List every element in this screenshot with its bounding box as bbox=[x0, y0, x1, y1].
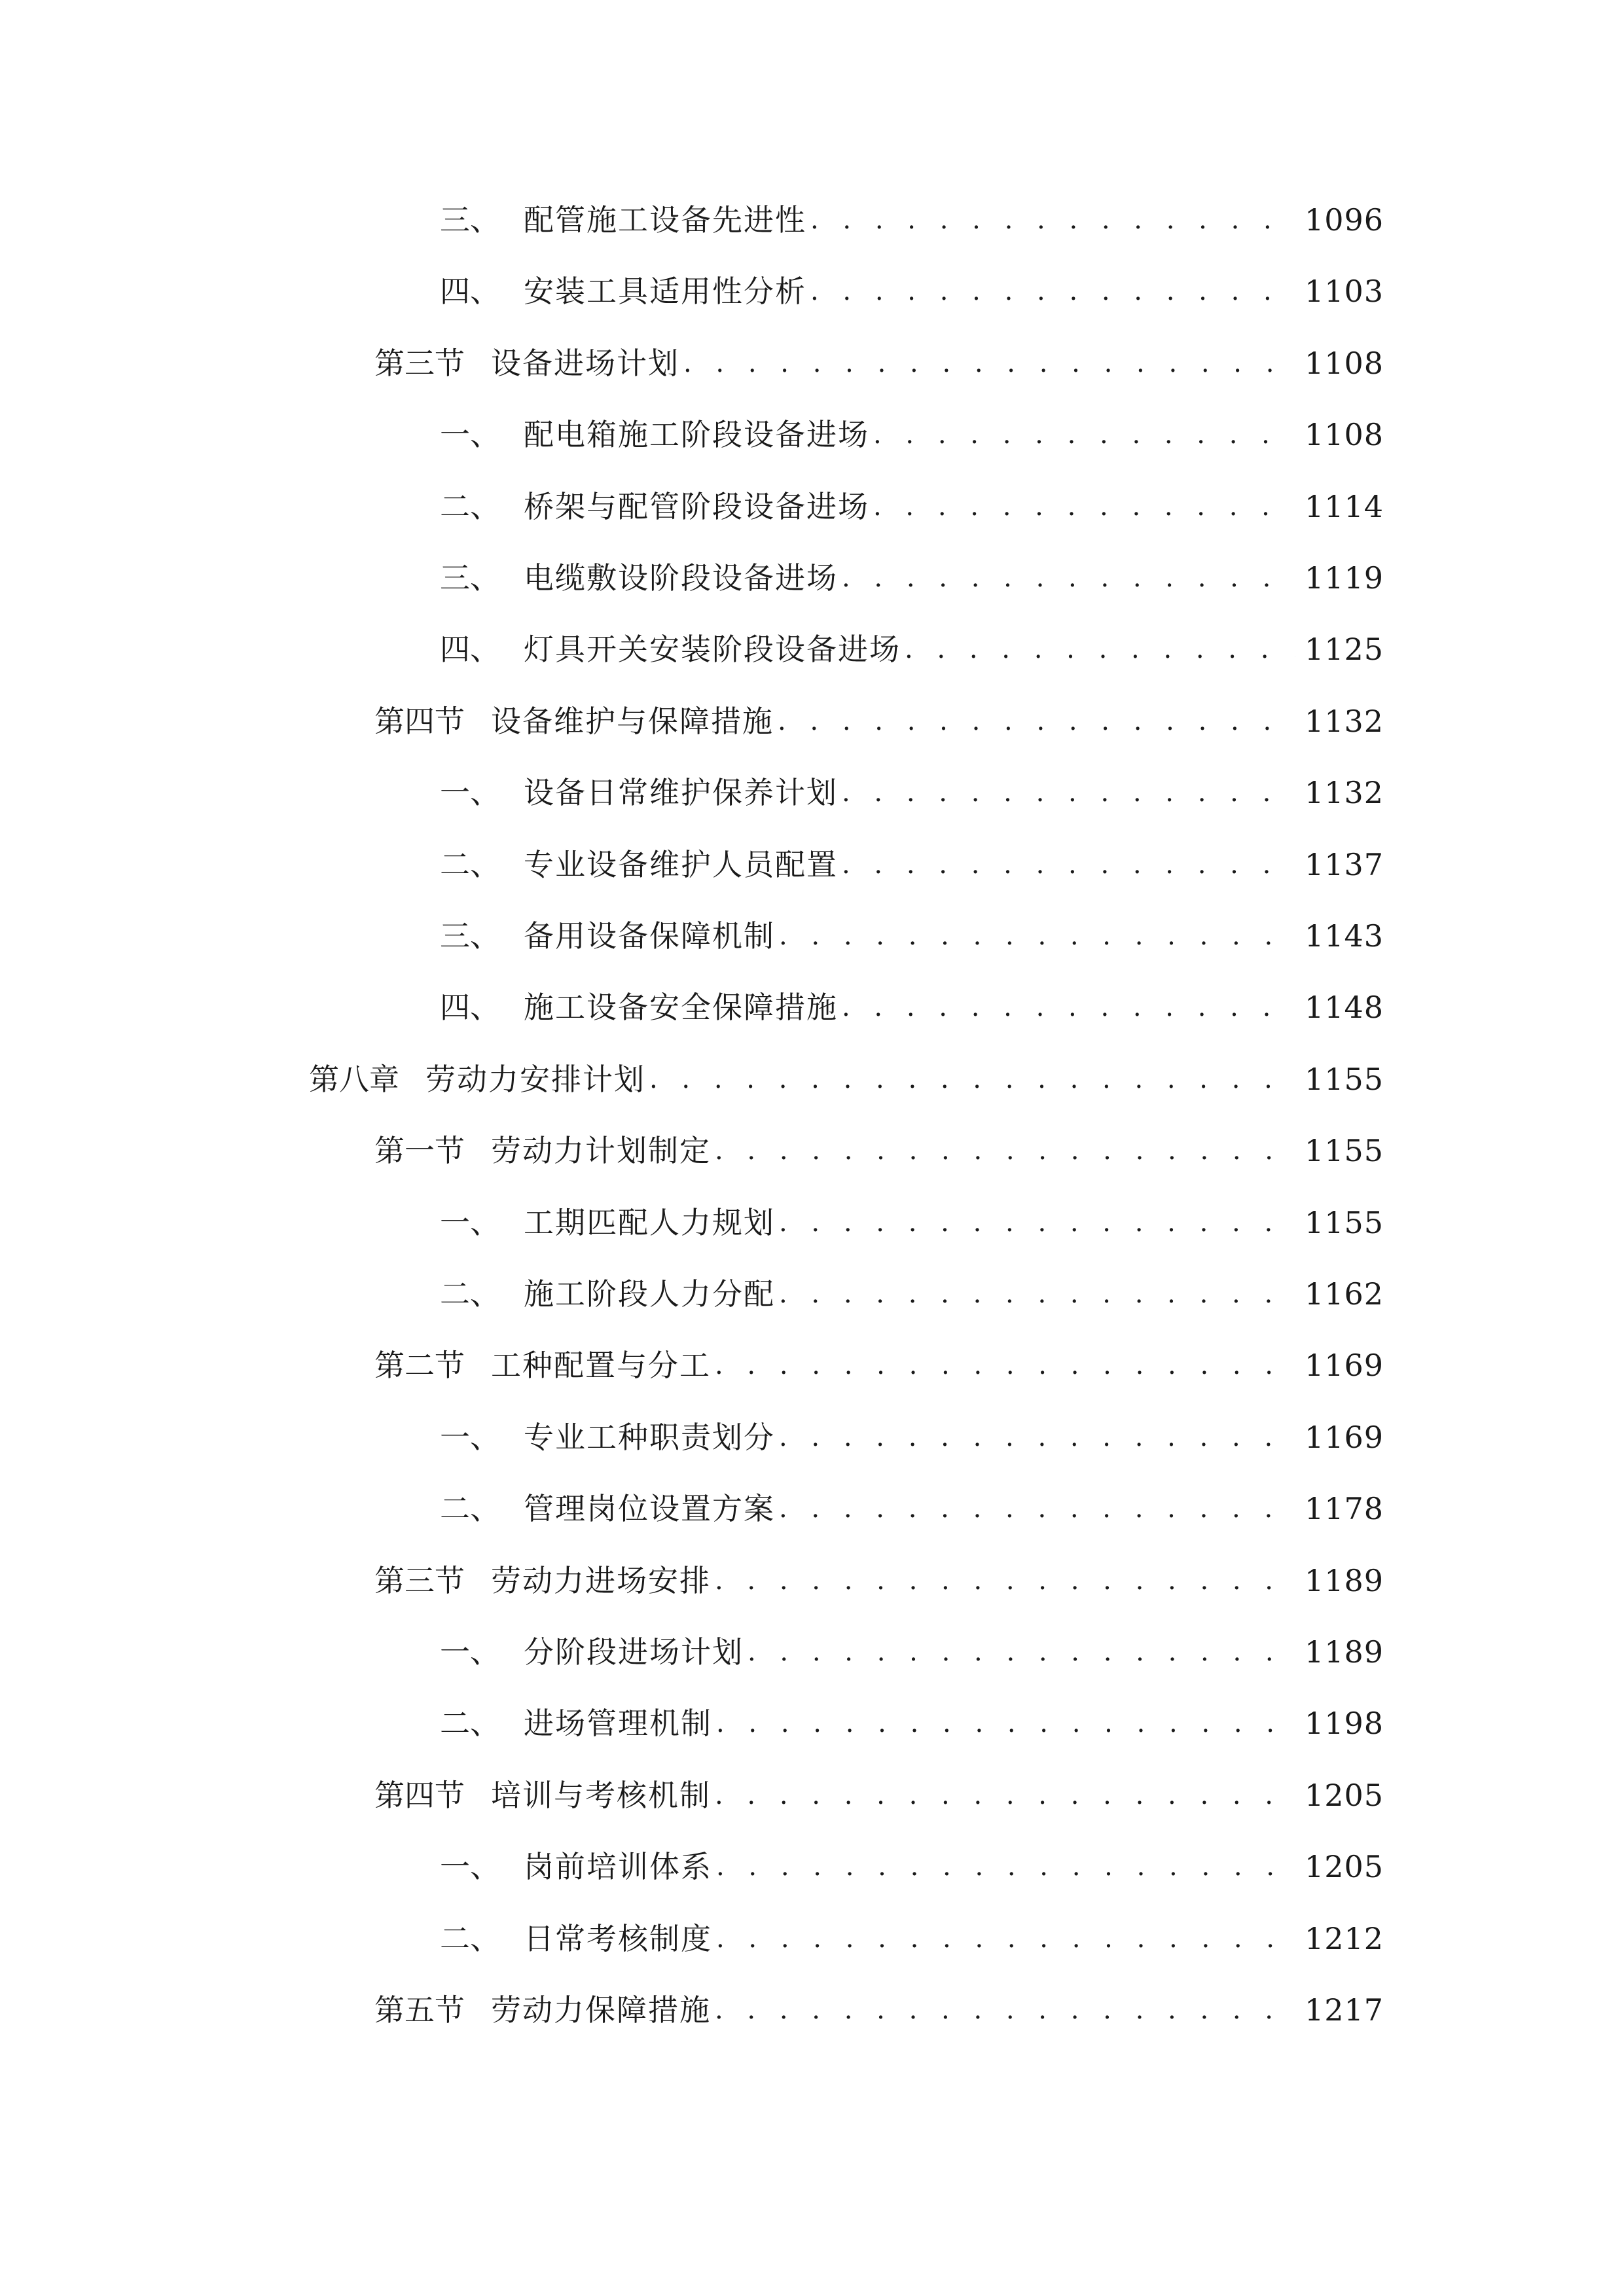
toc-entry[interactable] bbox=[374, 1769, 1384, 1821]
toc-entry-number: 三、 bbox=[440, 918, 500, 954]
toc-dot-leader bbox=[779, 1411, 1295, 1463]
toc-entry-number: 一、 bbox=[440, 1205, 500, 1240]
toc-entry-number: 一、 bbox=[440, 1420, 500, 1455]
toc-dot-leader bbox=[715, 1984, 1295, 2036]
toc-entry-page-number: 1212 bbox=[1305, 1921, 1384, 1956]
toc-entry-number: 一、 bbox=[440, 417, 500, 452]
toc-dot-leader bbox=[873, 480, 1295, 533]
toc-entry-page-number: 1189 bbox=[1305, 1634, 1384, 1670]
toc-entry-page-number: 1148 bbox=[1305, 990, 1384, 1025]
toc-entry-number: 四、 bbox=[440, 632, 500, 667]
toc-entry-title: 备用设备保障机制 bbox=[524, 918, 775, 954]
toc-dot-leader bbox=[810, 265, 1295, 317]
toc-entry-page-number: 1108 bbox=[1305, 417, 1384, 452]
toc-dot-leader bbox=[842, 552, 1295, 604]
toc-entry[interactable] bbox=[440, 981, 1384, 1033]
toc-entry-title: 专业工种职责划分 bbox=[524, 1420, 775, 1455]
toc-entry[interactable] bbox=[374, 1339, 1384, 1391]
toc-entry-number: 第三节 bbox=[374, 1563, 465, 1598]
toc-entry-title: 设备维护与保障措施 bbox=[491, 704, 774, 739]
toc-entry-title: 分阶段进场计划 bbox=[524, 1634, 744, 1670]
toc-entry[interactable] bbox=[440, 910, 1384, 962]
toc-entry-title: 劳动力安排计划 bbox=[425, 1062, 645, 1097]
toc-entry-number: 四、 bbox=[440, 990, 500, 1025]
toc-entry-page-number: 1103 bbox=[1305, 274, 1384, 309]
toc-entry-number: 第四节 bbox=[374, 1778, 465, 1813]
toc-entry[interactable] bbox=[440, 1840, 1384, 1893]
toc-entry-title: 日常考核制度 bbox=[524, 1921, 712, 1956]
toc-entry-title: 施工设备安全保障措施 bbox=[524, 990, 838, 1025]
toc-entry[interactable] bbox=[309, 1053, 1384, 1105]
toc-dot-leader bbox=[715, 1124, 1295, 1177]
toc-entry[interactable] bbox=[374, 1554, 1384, 1607]
toc-entry-title: 培训与考核机制 bbox=[491, 1778, 711, 1813]
toc-dot-leader bbox=[842, 981, 1295, 1033]
toc-dot-leader bbox=[842, 838, 1295, 891]
toc-entry-number: 二、 bbox=[440, 1921, 500, 1956]
toc-entry-title: 施工阶段人力分配 bbox=[524, 1276, 775, 1312]
toc-entry-page-number: 1125 bbox=[1305, 632, 1384, 667]
toc-entry[interactable] bbox=[440, 194, 1384, 246]
toc-entry-number: 第二节 bbox=[374, 1348, 465, 1383]
toc-entry-number: 第八章 bbox=[309, 1062, 399, 1097]
toc-entry-page-number: 1198 bbox=[1305, 1706, 1384, 1741]
toc-entry-page-number: 1155 bbox=[1305, 1133, 1384, 1168]
toc-entry-title: 劳动力进场安排 bbox=[491, 1563, 711, 1598]
toc-dot-leader bbox=[873, 408, 1295, 461]
toc-entry[interactable] bbox=[374, 1124, 1384, 1177]
toc-entry[interactable] bbox=[440, 1196, 1384, 1249]
toc-entry-title: 工期匹配人力规划 bbox=[524, 1205, 775, 1240]
toc-entry-number: 第四节 bbox=[374, 704, 465, 739]
toc-entry-title: 劳动力计划制定 bbox=[491, 1133, 711, 1168]
toc-entry[interactable] bbox=[440, 623, 1384, 675]
toc-entry[interactable] bbox=[374, 1984, 1384, 2036]
toc-entry-title: 进场管理机制 bbox=[524, 1706, 712, 1741]
toc-entry-title: 工种配置与分工 bbox=[491, 1348, 711, 1383]
toc-entry-title: 管理岗位设置方案 bbox=[524, 1491, 775, 1526]
toc-entry-title: 配电箱施工阶段设备进场 bbox=[524, 417, 869, 452]
toc-entry-title: 电缆敷设阶段设备进场 bbox=[524, 560, 838, 596]
toc-entry-number: 二、 bbox=[440, 489, 500, 524]
toc-dot-leader bbox=[716, 1840, 1295, 1893]
toc-entry[interactable] bbox=[374, 695, 1384, 747]
toc-entry-number: 二、 bbox=[440, 1276, 500, 1312]
toc-entry-title: 配管施工设备先进性 bbox=[524, 202, 806, 238]
toc-entry[interactable] bbox=[440, 408, 1384, 461]
toc-dot-leader bbox=[842, 766, 1295, 819]
toc-entry-number: 二、 bbox=[440, 847, 500, 882]
toc-entry[interactable] bbox=[440, 1411, 1384, 1463]
toc-entry-page-number: 1155 bbox=[1305, 1205, 1384, 1240]
toc-entry-page-number: 1178 bbox=[1305, 1491, 1384, 1526]
toc-entry-number: 第五节 bbox=[374, 1992, 465, 2028]
toc-entry-number: 一、 bbox=[440, 775, 500, 810]
toc-entry-title: 设备日常维护保养计划 bbox=[524, 775, 838, 810]
toc-entry[interactable] bbox=[440, 480, 1384, 533]
toc-entry-number: 第三节 bbox=[374, 346, 465, 381]
toc-entry[interactable] bbox=[440, 1268, 1384, 1320]
toc-entry[interactable] bbox=[440, 552, 1384, 604]
toc-entry-page-number: 1096 bbox=[1305, 202, 1384, 238]
toc-entry-number: 一、 bbox=[440, 1849, 500, 1884]
toc-entry[interactable] bbox=[440, 1626, 1384, 1678]
toc-dot-leader bbox=[778, 695, 1295, 747]
toc-entry-page-number: 1132 bbox=[1305, 775, 1384, 810]
toc-dot-leader bbox=[779, 1196, 1295, 1249]
toc-entry-number: 三、 bbox=[440, 202, 500, 238]
toc-entry-title: 劳动力保障措施 bbox=[491, 1992, 711, 2028]
toc-entry-page-number: 1169 bbox=[1305, 1348, 1384, 1383]
toc-dot-leader bbox=[649, 1053, 1295, 1105]
toc-entry[interactable] bbox=[440, 766, 1384, 819]
toc-dot-leader bbox=[715, 1339, 1295, 1391]
toc-entry-page-number: 1155 bbox=[1305, 1062, 1384, 1097]
toc-entry-page-number: 1143 bbox=[1305, 918, 1384, 954]
toc-dot-leader bbox=[779, 910, 1295, 962]
toc-dot-leader bbox=[716, 1697, 1295, 1749]
toc-entry-number: 四、 bbox=[440, 274, 500, 309]
toc-dot-leader bbox=[715, 1769, 1295, 1821]
toc-entry-title: 安装工具适用性分析 bbox=[524, 274, 806, 309]
toc-entry[interactable] bbox=[440, 838, 1384, 891]
toc-entry-number: 第一节 bbox=[374, 1133, 465, 1168]
toc-entry-page-number: 1189 bbox=[1305, 1563, 1384, 1598]
toc-dot-leader bbox=[716, 1912, 1295, 1965]
toc-dot-leader bbox=[905, 623, 1295, 675]
toc-entry-number: 二、 bbox=[440, 1706, 500, 1741]
toc-dot-leader bbox=[715, 1554, 1295, 1607]
toc-entry-title: 设备进场计划 bbox=[491, 346, 679, 381]
toc-entry-page-number: 1217 bbox=[1305, 1992, 1384, 2028]
toc-entry-page-number: 1108 bbox=[1305, 346, 1384, 381]
toc-entry[interactable] bbox=[440, 1697, 1384, 1749]
toc-entry-page-number: 1205 bbox=[1305, 1778, 1384, 1813]
toc-entry-title: 岗前培训体系 bbox=[524, 1849, 712, 1884]
toc-entry-page-number: 1205 bbox=[1305, 1849, 1384, 1884]
toc-dot-leader bbox=[810, 194, 1295, 246]
toc-entry-title: 灯具开关安装阶段设备进场 bbox=[524, 632, 901, 667]
toc-entry-number: 三、 bbox=[440, 560, 500, 596]
toc-entry-page-number: 1132 bbox=[1305, 704, 1384, 739]
toc-dot-leader bbox=[683, 337, 1295, 389]
toc-entry[interactable] bbox=[440, 1482, 1384, 1535]
toc-entry-title: 专业设备维护人员配置 bbox=[524, 847, 838, 882]
toc-entry-title: 桥架与配管阶段设备进场 bbox=[524, 489, 869, 524]
toc-entry-number: 一、 bbox=[440, 1634, 500, 1670]
toc-entry[interactable] bbox=[374, 337, 1384, 389]
toc-entry-page-number: 1119 bbox=[1305, 560, 1384, 596]
toc-entry-page-number: 1162 bbox=[1305, 1276, 1384, 1312]
toc-dot-leader bbox=[748, 1626, 1295, 1678]
toc-dot-leader bbox=[779, 1482, 1295, 1535]
toc-entry[interactable] bbox=[440, 1912, 1384, 1965]
toc-entry-page-number: 1169 bbox=[1305, 1420, 1384, 1455]
toc-dot-leader bbox=[779, 1268, 1295, 1320]
toc-entry-number: 二、 bbox=[440, 1491, 500, 1526]
toc-entry[interactable] bbox=[440, 265, 1384, 317]
toc-entry-page-number: 1114 bbox=[1305, 489, 1384, 524]
toc-entry-page-number: 1137 bbox=[1305, 847, 1384, 882]
